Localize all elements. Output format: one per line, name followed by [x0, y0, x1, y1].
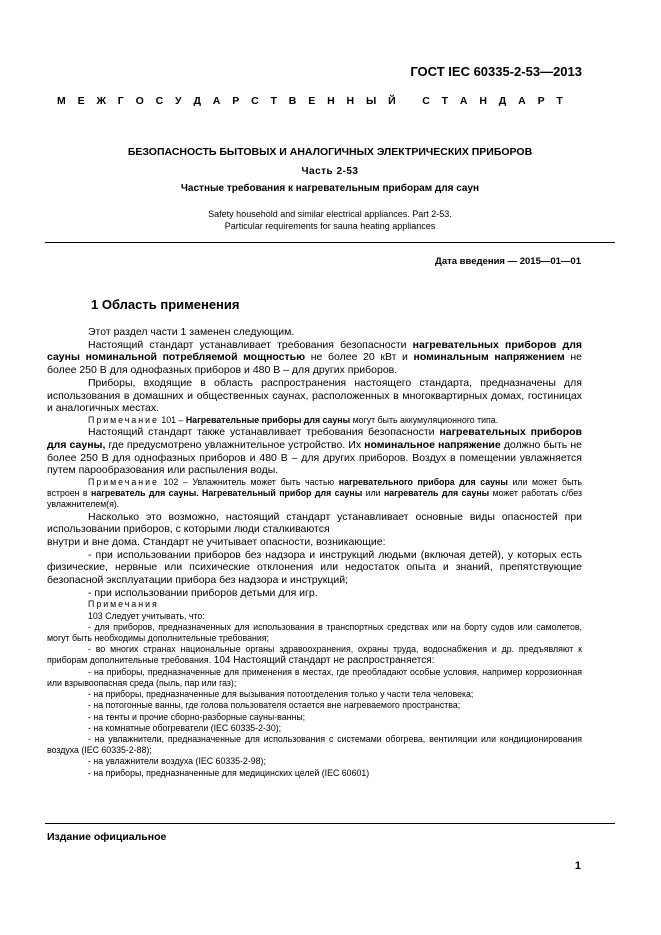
exclusion-item: - на увлажнители воздуха (IEC 60335-2-98);: [88, 756, 266, 767]
text-run: Настоящий стандарт также устанавливает требования безопасности: [88, 426, 440, 439]
text-run: может работать с/без увлажнителем(я).: [47, 488, 582, 510]
text-run: должно быть не более 250 В для однофазных приборов и 480 В – для других приборов. Воздух в помещении увлажняется путем парообразования или распыления воды.: [47, 438, 582, 477]
notes-heading: [47, 599, 582, 610]
text-run: 102 – Увлажнитель может быть частью: [158, 476, 339, 487]
note-103-item: [47, 644, 582, 666]
exclusion-item: - на увлажнители, предназначенные для использования с системами обогрева, вентиляции или кондиционирования воздуха (IEC 60335-2-88);: [47, 733, 582, 756]
heading-letter: Н: [479, 95, 487, 107]
text-run: не более 250 В для однофазных приборов и 480 В – для других приборов.: [47, 351, 582, 377]
heading-letter: Ж: [96, 95, 106, 107]
note-104-lead: 104 Настоящий стандарт не распространяется:: [211, 655, 435, 667]
heading-letter: М: [57, 95, 66, 107]
english-title-line-2: Particular requirements for sauna heating appliances: [224, 221, 436, 231]
section-body: [47, 326, 582, 779]
paragraph: [47, 339, 582, 377]
text-run: не более 20 кВт и: [305, 351, 414, 364]
standard-title: БЕЗОПАСНОСТЬ БЫТОВЫХ И АНАЛОГИЧНЫХ ЭЛЕКТРИЧЕСКИХ ПРИБОРОВ: [127, 146, 533, 158]
exclusion-item: - на потогонные ванны, где голова пользователя остается вне нагреваемого пространства;: [88, 700, 461, 711]
heading-letter: Е: [308, 95, 316, 107]
exclusion-item: - на приборы, предназначенные для вызывания потоотделения только у части тела человека;: [88, 689, 474, 700]
defined-term: нагревательных приборов для сауны,: [47, 426, 583, 451]
heading-letter: Р: [537, 95, 545, 107]
text-run: или: [362, 488, 384, 499]
heading-letter: С: [251, 95, 259, 107]
defined-term: номинальным напряжением: [413, 351, 565, 364]
introduction-date: Дата введения — 2015—01—01: [435, 256, 581, 267]
heading-letter: Г: [117, 95, 124, 107]
heading-letter: Н: [346, 95, 355, 107]
heading-gap: [407, 95, 410, 107]
page-number: 1: [574, 860, 581, 872]
note-102: [47, 477, 582, 511]
heading-letter: Е: [77, 95, 85, 107]
document-code: ГОСТ IEC 60335-2-53—2013: [410, 64, 582, 79]
heading-letter: Н: [327, 95, 335, 107]
text-run: - во многих странах национальные органы здравоохранения, охраны труда, водоснабжения и др. предъявляют к приборам дополнительные требования.: [47, 644, 582, 666]
paragraph: [47, 426, 582, 477]
note-101: [47, 415, 582, 426]
heading-letter: А: [459, 95, 468, 107]
text-run: могут быть аккумуляционного типа.: [350, 414, 499, 425]
paragraph: Насколько это возможно, настоящий стандарт устанавливает основные виды опасностей при использовании приборов, с которыми люди сталкиваются: [47, 510, 582, 536]
note-103-item: - для приборов, предназначенных для использования в транспортных средствах или на борту судов или самолетов, могут быть необходимы дополнительные требования;: [47, 621, 582, 644]
heading-letter: О: [135, 95, 144, 107]
official-edition-label: Издание официальное: [47, 831, 167, 843]
heading-letter: С: [155, 95, 164, 107]
exclusion-item: - на комнатные обогреватели (IEC 60335-2-30);: [88, 722, 282, 733]
paragraph: внутри и вне дома. Стандарт не учитывает опасности, возникающие:: [47, 535, 386, 548]
heading-letter: У: [175, 95, 182, 107]
note-label: Примечание: [88, 476, 159, 487]
text-run: 101 –: [158, 414, 186, 425]
defined-term: номинальное напряжение: [364, 438, 501, 451]
text-run: где предусмотрено увлажнительное устройство. Их: [105, 438, 365, 451]
section-heading: 1 Область применения: [91, 297, 240, 312]
paragraph: Приборы, входящие в область распространения настоящего стандарта, предназначены для использования в домашних и общественных саунах, расположенных в многоквартирных домах, гостиницах и аналогичных местах.: [47, 376, 582, 415]
defined-term: нагреватель для сауны: [383, 488, 490, 499]
paragraph: - при использовании приборов детьми для игр.: [88, 586, 318, 599]
heading-letter: А: [212, 95, 221, 107]
heading-letter: В: [288, 95, 297, 107]
interstate-standard-heading: [57, 95, 563, 107]
english-title-line-1: Safety household and similar electrical appliances. Part 2-53.: [208, 209, 452, 219]
note-103: 103 Следует учитывать, что:: [88, 610, 205, 621]
standard-subtitle: Частные требования к нагревательным приборам для саун: [180, 183, 480, 194]
text-run: или может быть встроен в: [47, 476, 582, 499]
defined-term: нагревательного прибора для сауны: [338, 476, 508, 487]
heading-letter: Д: [498, 95, 507, 107]
heading-letter: Д: [193, 95, 201, 107]
heading-letter: Т: [441, 95, 449, 107]
heading-letter: Т: [270, 95, 277, 107]
defined-term: нагревательных приборов для сауны номинальной потребляемой мощностью: [47, 338, 582, 364]
footer-divider: [45, 823, 615, 824]
heading-letter: А: [518, 95, 526, 107]
heading-letter: Ы: [365, 95, 377, 107]
heading-letter: Й: [388, 95, 396, 107]
heading-letter: С: [422, 95, 430, 107]
header-divider: [45, 242, 615, 243]
heading-letter: Т: [556, 95, 563, 107]
exclusion-item: - на приборы, предназначенные для медицинских целей (IEC 60601): [88, 767, 370, 778]
paragraph: - при использовании приборов без надзора и инструкций людьми (включая детей), у которых есть физические, нервные или психические отклонения или недостаток опыта и знаний, препятствующие безопасной эксплуатации прибора без надзора и инструкций;: [47, 548, 582, 587]
standard-part: Часть 2-53: [301, 166, 359, 177]
defined-term: нагреватель для сауны. Нагревательный прибор для сауны: [91, 488, 363, 499]
paragraph: Этот раздел части 1 заменен следующим.: [88, 326, 295, 338]
note-label: Примечания: [88, 599, 159, 610]
heading-letter: Р: [232, 95, 240, 107]
exclusion-item: - на приборы, предназначенные для применения в местах, где преобладают особые условия, например коррозионная или взрывоопасная среда (пыль, пар или газ);: [47, 666, 582, 688]
exclusion-item: - на тенты и прочие сборно-разборные сауны-ванны;: [88, 711, 306, 722]
text-run: Настоящий стандарт устанавливает требования безопасности: [88, 338, 413, 351]
defined-term: Нагревательные приборы для сауны: [185, 414, 351, 425]
note-label: Примечание: [88, 414, 159, 425]
